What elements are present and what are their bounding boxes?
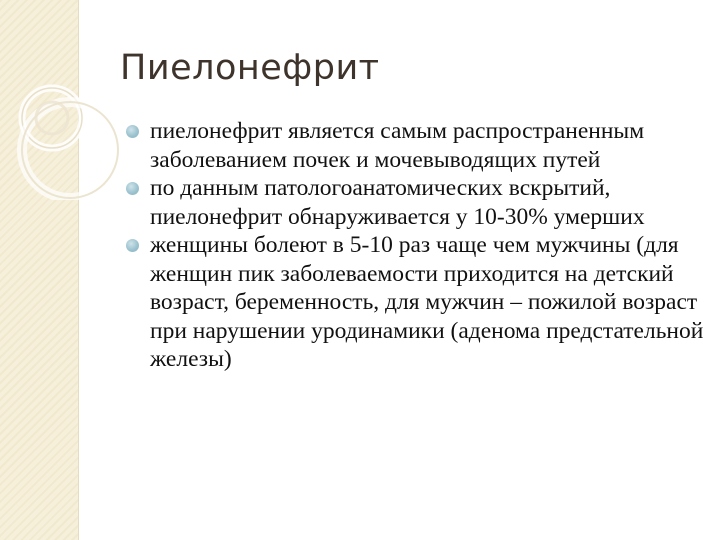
bullet-text: по данным патологоанатомических вскрытий, пиелонефрит обнаруживается у 10-30% умерших (150, 175, 645, 230)
bullet-dot-icon (126, 182, 139, 195)
slide-title: Пиелонефрит (120, 48, 380, 88)
decorative-rings (0, 0, 140, 200)
bullet-dot-icon (126, 125, 139, 138)
bullet-item (126, 231, 706, 374)
bullet-text: пиелонефрит является самым распространенным заболеванием почек и мочевыводящих путей (150, 118, 645, 173)
bullet-item (126, 174, 706, 231)
bullet-item (126, 117, 706, 174)
bullet-dot-icon (126, 239, 139, 252)
bullet-text: женщины болеют в 5-10 раз чаще чем мужчины (для женщин пик заболеваемости приходится на детский возраст, беременность, для мужчин – пожилой возраст при нарушении уродинамики (аденома предстательной железы) (150, 232, 704, 372)
bullet-list (126, 117, 706, 374)
